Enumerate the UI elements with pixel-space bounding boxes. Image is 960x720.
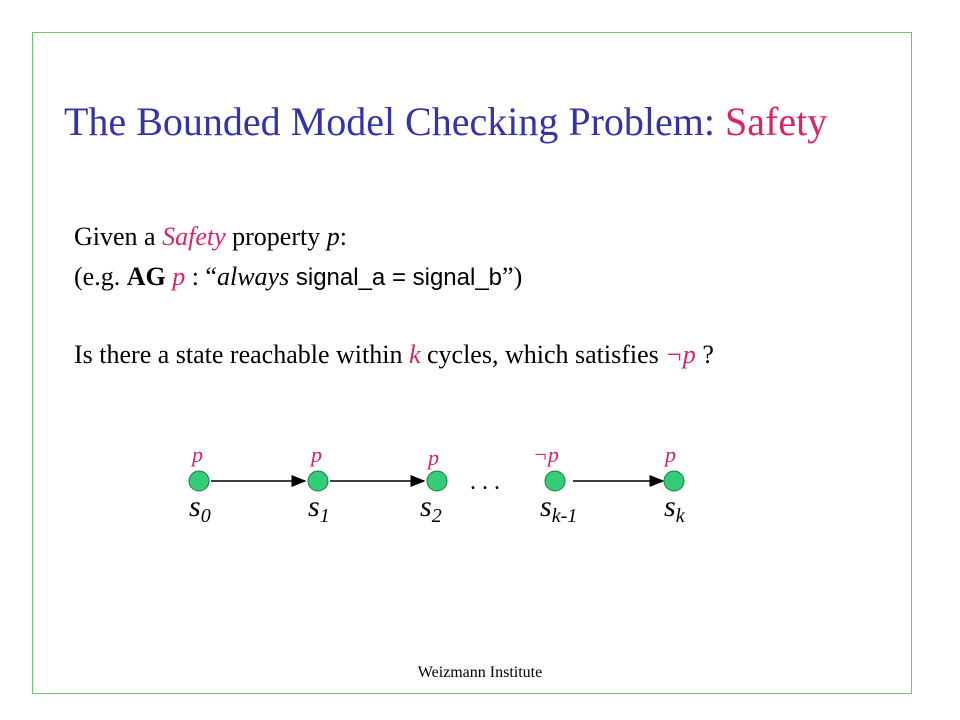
path-ellipsis: . . . bbox=[470, 469, 500, 495]
given-pre: Given a bbox=[74, 222, 163, 251]
state-2-prop-label: p bbox=[428, 445, 439, 470]
question-k: k bbox=[408, 340, 421, 369]
given-mid: property bbox=[225, 222, 327, 251]
question-pre: Is there a state reachable within bbox=[74, 340, 409, 369]
state-1-label bbox=[308, 490, 330, 527]
state-0-prop-label: p bbox=[192, 442, 203, 467]
state-2-node bbox=[427, 471, 447, 491]
state-1-name: s bbox=[308, 490, 320, 523]
given-p: p bbox=[326, 222, 340, 251]
state-2-sub: 2 bbox=[431, 505, 442, 527]
given-post: : bbox=[339, 222, 347, 251]
state-0-name: s bbox=[189, 490, 201, 523]
example-open: (e.g. bbox=[74, 262, 127, 291]
state-2-label bbox=[420, 490, 442, 527]
state-2-name: s bbox=[420, 490, 432, 523]
title-main: The Bounded Model Checking Problem: bbox=[64, 99, 726, 144]
state-km1-sub: k-1 bbox=[551, 505, 578, 527]
state-k-label bbox=[664, 490, 686, 527]
state-km1-label bbox=[540, 490, 577, 527]
title-accent: Safety bbox=[725, 99, 828, 144]
state-km1-node bbox=[545, 471, 565, 491]
state-k-name: s bbox=[664, 490, 676, 523]
state-0-label bbox=[189, 490, 211, 527]
state-1-prop-label: p bbox=[311, 442, 322, 467]
example-signal: signal_a = signal_b bbox=[289, 264, 503, 291]
question-post: ? bbox=[695, 340, 714, 369]
state-0-sub: 0 bbox=[200, 505, 211, 527]
state-1-node bbox=[308, 471, 328, 491]
given-safety: Safety bbox=[162, 222, 226, 251]
state-k-sub: k bbox=[675, 505, 685, 527]
state-1-sub: 1 bbox=[319, 505, 330, 527]
state-0-node bbox=[189, 471, 209, 491]
example-colon: : “ bbox=[185, 262, 217, 291]
example-always: always bbox=[216, 262, 290, 291]
footer-institution: Weizmann Institute bbox=[417, 664, 543, 681]
question-notp: ¬p bbox=[665, 340, 696, 369]
example-ag: AG bbox=[126, 262, 166, 291]
question-mid: cycles, which satisfies bbox=[420, 340, 666, 369]
example-p: p bbox=[172, 262, 186, 291]
state-k-node bbox=[664, 471, 684, 491]
state-km1-name: s bbox=[540, 490, 552, 523]
state-k-prop-label: p bbox=[665, 442, 676, 467]
state-km1-prop-label: ¬p bbox=[533, 442, 559, 467]
example-close: ”) bbox=[502, 262, 523, 291]
